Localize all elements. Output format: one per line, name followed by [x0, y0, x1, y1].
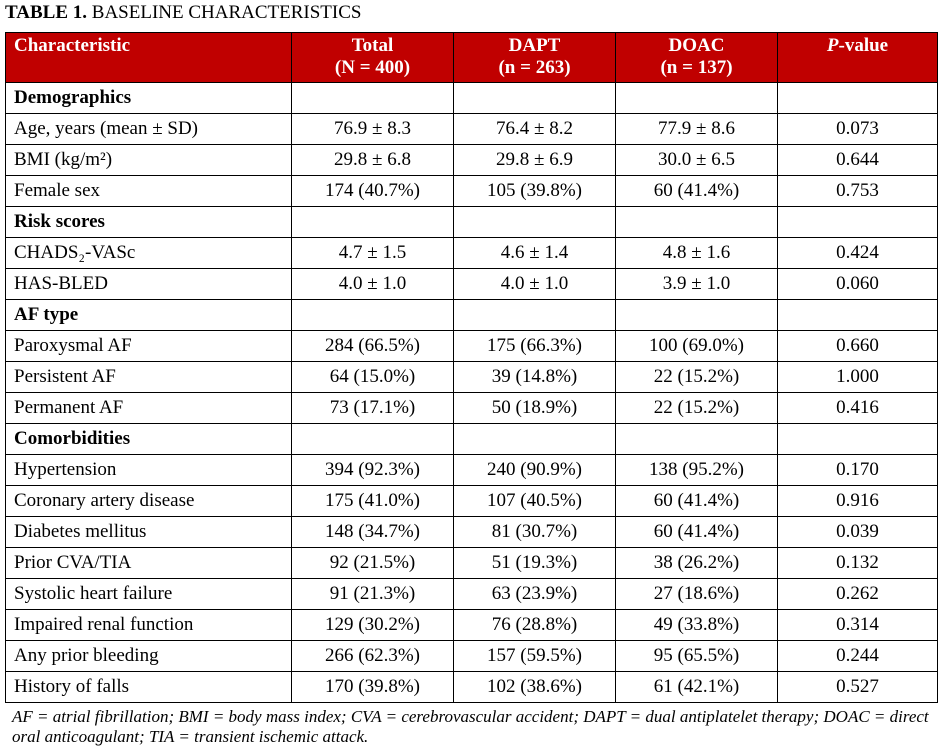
cell-total: 91 (21.3%) [292, 579, 454, 610]
empty-cell [616, 300, 778, 331]
cell-dapt: 102 (38.6%) [454, 672, 616, 703]
row-label: Prior CVA/TIA [6, 548, 292, 579]
table-row [6, 269, 938, 300]
cell-dapt: 81 (30.7%) [454, 517, 616, 548]
table-footnote: AF = atrial fibrillation; BMI = body mass index; CVA = cerebrovascular accident; DAPT = dual antiplatelet therapy; DOAC = direct oral anticoagulant; TIA = transient ischemic attack. [12, 707, 929, 746]
cell-total: 4.0 ± 1.0 [292, 269, 454, 300]
table-row [6, 145, 938, 176]
cell-dapt: 63 (23.9%) [454, 579, 616, 610]
table-row [6, 176, 938, 207]
section-header-row [6, 207, 938, 238]
empty-cell [778, 83, 938, 114]
empty-cell [454, 300, 616, 331]
cell-pvalue: 0.644 [778, 145, 938, 176]
cell-pvalue: 0.262 [778, 579, 938, 610]
cell-doac: 61 (42.1%) [616, 672, 778, 703]
cell-pvalue: 0.416 [778, 393, 938, 424]
row-label: Paroxysmal AF [6, 331, 292, 362]
cell-dapt: 4.0 ± 1.0 [454, 269, 616, 300]
header-total [292, 33, 454, 83]
cell-doac: 38 (26.2%) [616, 548, 778, 579]
table-row [6, 579, 938, 610]
cell-doac: 22 (15.2%) [616, 362, 778, 393]
cell-total: 394 (92.3%) [292, 455, 454, 486]
header-doac [616, 33, 778, 83]
table-caption: BASELINE CHARACTERISTICS [87, 2, 362, 23]
table-row [6, 548, 938, 579]
empty-cell [454, 207, 616, 238]
cell-doac: 60 (41.4%) [616, 517, 778, 548]
cell-total: 76.9 ± 8.3 [292, 114, 454, 145]
cell-pvalue: 0.244 [778, 641, 938, 672]
empty-cell [616, 424, 778, 455]
cell-doac: 30.0 ± 6.5 [616, 145, 778, 176]
cell-dapt: 105 (39.8%) [454, 176, 616, 207]
cell-pvalue: 0.073 [778, 114, 938, 145]
cell-dapt: 107 (40.5%) [454, 486, 616, 517]
cell-total: 29.8 ± 6.8 [292, 145, 454, 176]
row-label: Coronary artery disease [6, 486, 292, 517]
row-label: Hypertension [6, 455, 292, 486]
cell-pvalue: 0.424 [778, 238, 938, 269]
row-label: HAS-BLED [6, 269, 292, 300]
empty-cell [292, 424, 454, 455]
cell-dapt: 50 (18.9%) [454, 393, 616, 424]
cell-dapt: 76.4 ± 8.2 [454, 114, 616, 145]
row-label: Impaired renal function [6, 610, 292, 641]
cell-dapt: 157 (59.5%) [454, 641, 616, 672]
cell-total: 92 (21.5%) [292, 548, 454, 579]
baseline-characteristics-table [5, 32, 938, 703]
table-row [6, 238, 938, 269]
table-row [6, 393, 938, 424]
row-label: Persistent AF [6, 362, 292, 393]
empty-cell [292, 207, 454, 238]
row-label: CHADS₂-VASc [6, 238, 292, 269]
cell-doac: 4.8 ± 1.6 [616, 238, 778, 269]
cell-total: 129 (30.2%) [292, 610, 454, 641]
cell-total: 4.7 ± 1.5 [292, 238, 454, 269]
row-label: Female sex [6, 176, 292, 207]
table-row [6, 672, 938, 703]
cell-pvalue: 0.170 [778, 455, 938, 486]
empty-cell [292, 83, 454, 114]
empty-cell [778, 207, 938, 238]
cell-doac: 100 (69.0%) [616, 331, 778, 362]
header-dapt-n: (n = 263) [498, 57, 571, 78]
row-label: History of falls [6, 672, 292, 703]
section-header-row [6, 83, 938, 114]
cell-total: 175 (41.0%) [292, 486, 454, 517]
cell-pvalue: 0.753 [778, 176, 938, 207]
cell-doac: 22 (15.2%) [616, 393, 778, 424]
table-row [6, 114, 938, 145]
empty-cell [616, 207, 778, 238]
cell-total: 266 (62.3%) [292, 641, 454, 672]
cell-pvalue: 0.132 [778, 548, 938, 579]
header-pvalue [778, 33, 938, 83]
row-label: Diabetes mellitus [6, 517, 292, 548]
cell-total: 73 (17.1%) [292, 393, 454, 424]
cell-total: 284 (66.5%) [292, 331, 454, 362]
cell-pvalue: 0.660 [778, 331, 938, 362]
cell-total: 170 (39.8%) [292, 672, 454, 703]
section-title: Risk scores [6, 207, 292, 238]
cell-total: 174 (40.7%) [292, 176, 454, 207]
cell-dapt: 39 (14.8%) [454, 362, 616, 393]
row-label: Systolic heart failure [6, 579, 292, 610]
header-characteristic: Characteristic [6, 33, 292, 83]
section-title: Demographics [6, 83, 292, 114]
row-label: Age, years (mean ± SD) [6, 114, 292, 145]
cell-dapt: 240 (90.9%) [454, 455, 616, 486]
cell-pvalue: 0.916 [778, 486, 938, 517]
empty-cell [454, 83, 616, 114]
empty-cell [778, 300, 938, 331]
cell-pvalue: 1.000 [778, 362, 938, 393]
empty-cell [616, 83, 778, 114]
header-doac-n: (n = 137) [660, 57, 733, 78]
table-row [6, 517, 938, 548]
cell-doac: 49 (33.8%) [616, 610, 778, 641]
empty-cell [292, 300, 454, 331]
header-pvalue-rest: -value [838, 35, 889, 56]
cell-dapt: 51 (19.3%) [454, 548, 616, 579]
cell-doac: 60 (41.4%) [616, 486, 778, 517]
cell-total: 64 (15.0%) [292, 362, 454, 393]
empty-cell [778, 424, 938, 455]
table-header-row [6, 33, 938, 83]
cell-doac: 138 (95.2%) [616, 455, 778, 486]
row-label: Permanent AF [6, 393, 292, 424]
table-row [6, 610, 938, 641]
section-header-row [6, 300, 938, 331]
header-total-label: Total [351, 35, 394, 56]
cell-doac: 95 (65.5%) [616, 641, 778, 672]
header-doac-label: DOAC [668, 35, 725, 56]
row-label: BMI (kg/m²) [6, 145, 292, 176]
cell-dapt: 29.8 ± 6.9 [454, 145, 616, 176]
cell-pvalue: 0.060 [778, 269, 938, 300]
cell-total: 148 (34.7%) [292, 517, 454, 548]
cell-pvalue: 0.527 [778, 672, 938, 703]
table-row [6, 641, 938, 672]
cell-doac: 60 (41.4%) [616, 176, 778, 207]
table-body [6, 83, 938, 703]
section-title: Comorbidities [6, 424, 292, 455]
cell-dapt: 76 (28.8%) [454, 610, 616, 641]
table-row [6, 331, 938, 362]
cell-dapt: 175 (66.3%) [454, 331, 616, 362]
cell-doac: 77.9 ± 8.6 [616, 114, 778, 145]
empty-cell [454, 424, 616, 455]
header-pvalue-p: P [826, 35, 839, 56]
table-row [6, 455, 938, 486]
header-dapt [454, 33, 616, 83]
cell-doac: 3.9 ± 1.0 [616, 269, 778, 300]
header-total-n: (N = 400) [334, 57, 411, 78]
header-dapt-label: DAPT [508, 35, 561, 56]
cell-doac: 27 (18.6%) [616, 579, 778, 610]
table-row [6, 362, 938, 393]
table-row [6, 486, 938, 517]
table-title [5, 2, 361, 24]
section-title: AF type [6, 300, 292, 331]
section-header-row [6, 424, 938, 455]
table-number: TABLE 1. [5, 2, 88, 23]
row-label: Any prior bleeding [6, 641, 292, 672]
cell-pvalue: 0.314 [778, 610, 938, 641]
cell-pvalue: 0.039 [778, 517, 938, 548]
cell-dapt: 4.6 ± 1.4 [454, 238, 616, 269]
